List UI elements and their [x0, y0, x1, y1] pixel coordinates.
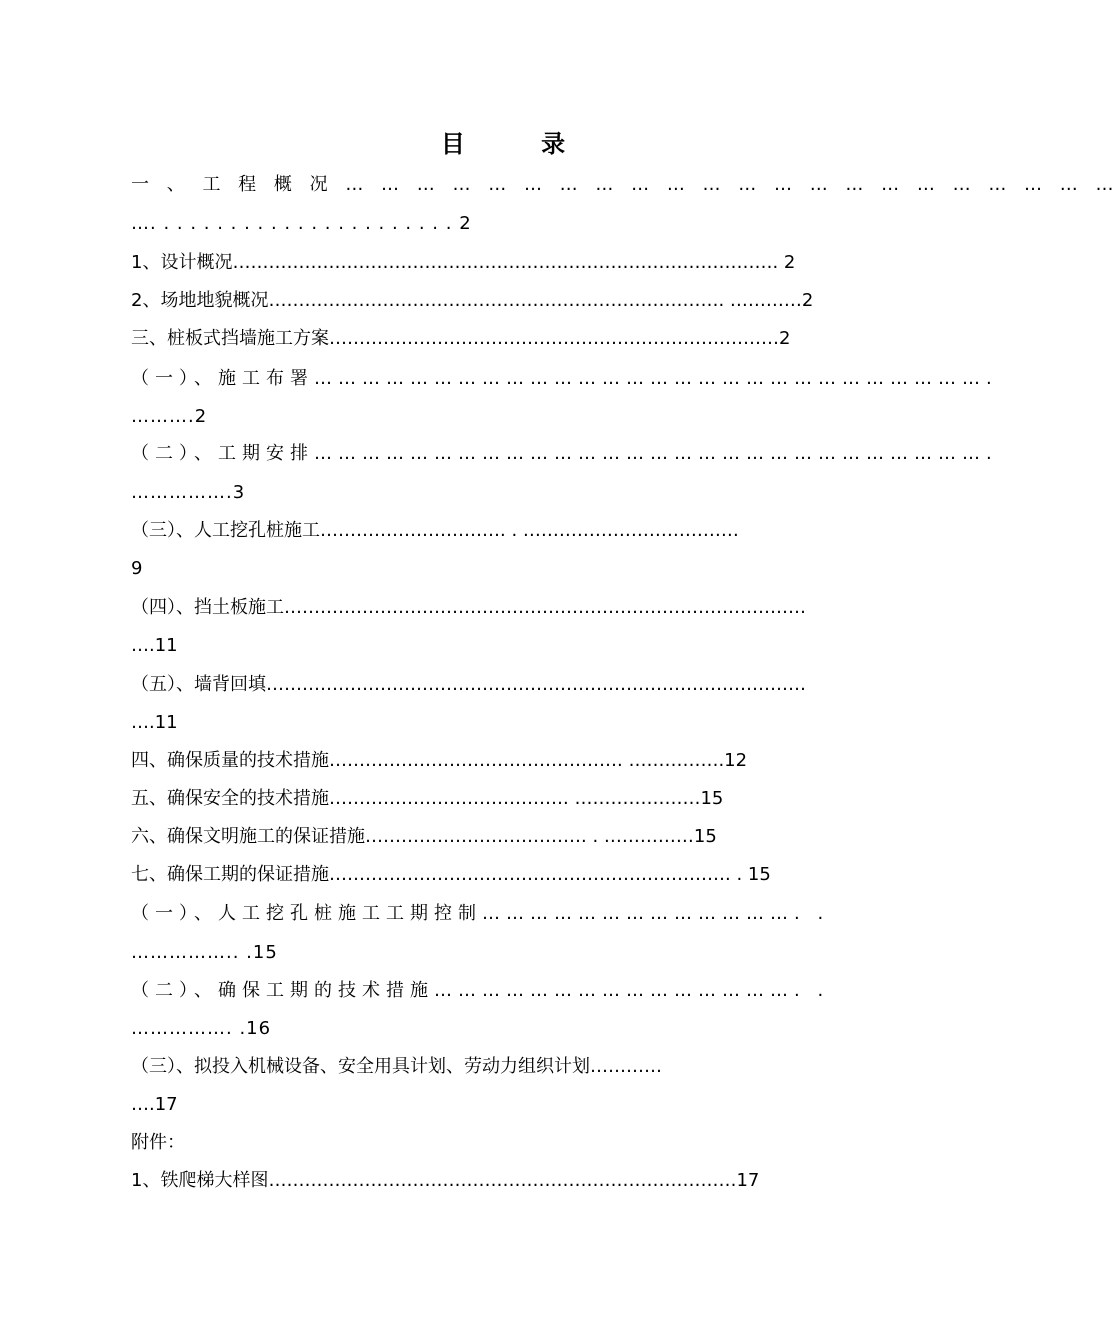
toc-entry-civilized-construction: 六、确保文明施工的保证措施………………………………. . ……………15: [131, 826, 717, 847]
toc-entry-schedule-guarantee: 七、确保工期的保证措施…………………………………………………………. . 15: [131, 864, 771, 885]
toc-entry-equipment-plan: （三）、拟投入机械设备、安全用具计划、劳动力组织计划…………: [131, 1056, 662, 1077]
toc-entry-construction-layout-page: ……….2: [131, 406, 208, 427]
toc-entry-overview-page: …. . . . . . . . . . . . . . . . . . . . . . . 2: [131, 213, 472, 234]
toc-entry-schedule-technical: （二）、确保工期的技术措施………………………………………. .: [131, 980, 830, 1001]
toc-entry-manual-pile: （三）、人工挖孔桩施工…………………………. . ………………………………: [131, 520, 739, 541]
toc-entry-schedule: （二）、工期安排………………………………………………………………………….: [131, 443, 1010, 464]
toc-entry-retaining-board-page: ….11: [131, 635, 178, 656]
toc-entry-design-overview: 1、设计概况………………………………………………………………………………. 2: [131, 252, 796, 273]
toc-entry-retaining-board: （四）、挡土板施工……………………………………………………………………………: [131, 597, 806, 618]
toc-entry-backfill-page: ….11: [131, 712, 178, 733]
toc-entry-pile-schedule-control: （一）、人工挖孔桩施工工期控制…………………………………. .: [131, 903, 830, 924]
toc-entry-ladder-drawing: 1、铁爬梯大样图……………………………………………………………………17: [131, 1170, 760, 1191]
toc-entry-safety-measures: 五、确保安全的技术措施…………………………………. …………………15: [131, 788, 724, 809]
page-title: 目 录: [440, 129, 600, 158]
toc-entry-site-landform: 2、场地地貌概况…………………………………………………………………. …………2: [131, 290, 814, 311]
toc-entry-retaining-wall-plan: 三、桩板式挡墙施工方案…………………………………………………………………2: [131, 328, 791, 349]
toc-heading-appendix: 附件：: [131, 1132, 185, 1153]
toc-entry-schedule-technical-page: ……………. .16: [131, 1018, 272, 1039]
toc-entry-overview: 一 、 工 程 概 况 … … … … … … … … … … … … … … … … … … … … … …: [131, 174, 1120, 195]
toc-entry-pile-schedule-control-page: …………….. .15: [131, 942, 278, 963]
toc-entry-construction-layout: （一）、施工布署………………………………………………………………………….: [131, 368, 1010, 389]
toc-entry-backfill: （五）、墙背回填………………………………………………………………………………: [131, 674, 806, 695]
toc-entry-schedule-page: …………….3: [131, 482, 246, 503]
toc-entry-equipment-plan-page: ….17: [131, 1094, 178, 1115]
toc-entry-quality-measures: 四、确保质量的技术措施…………………………………………. …………….12: [131, 750, 748, 771]
toc-entry-manual-pile-page: 9: [131, 558, 143, 579]
